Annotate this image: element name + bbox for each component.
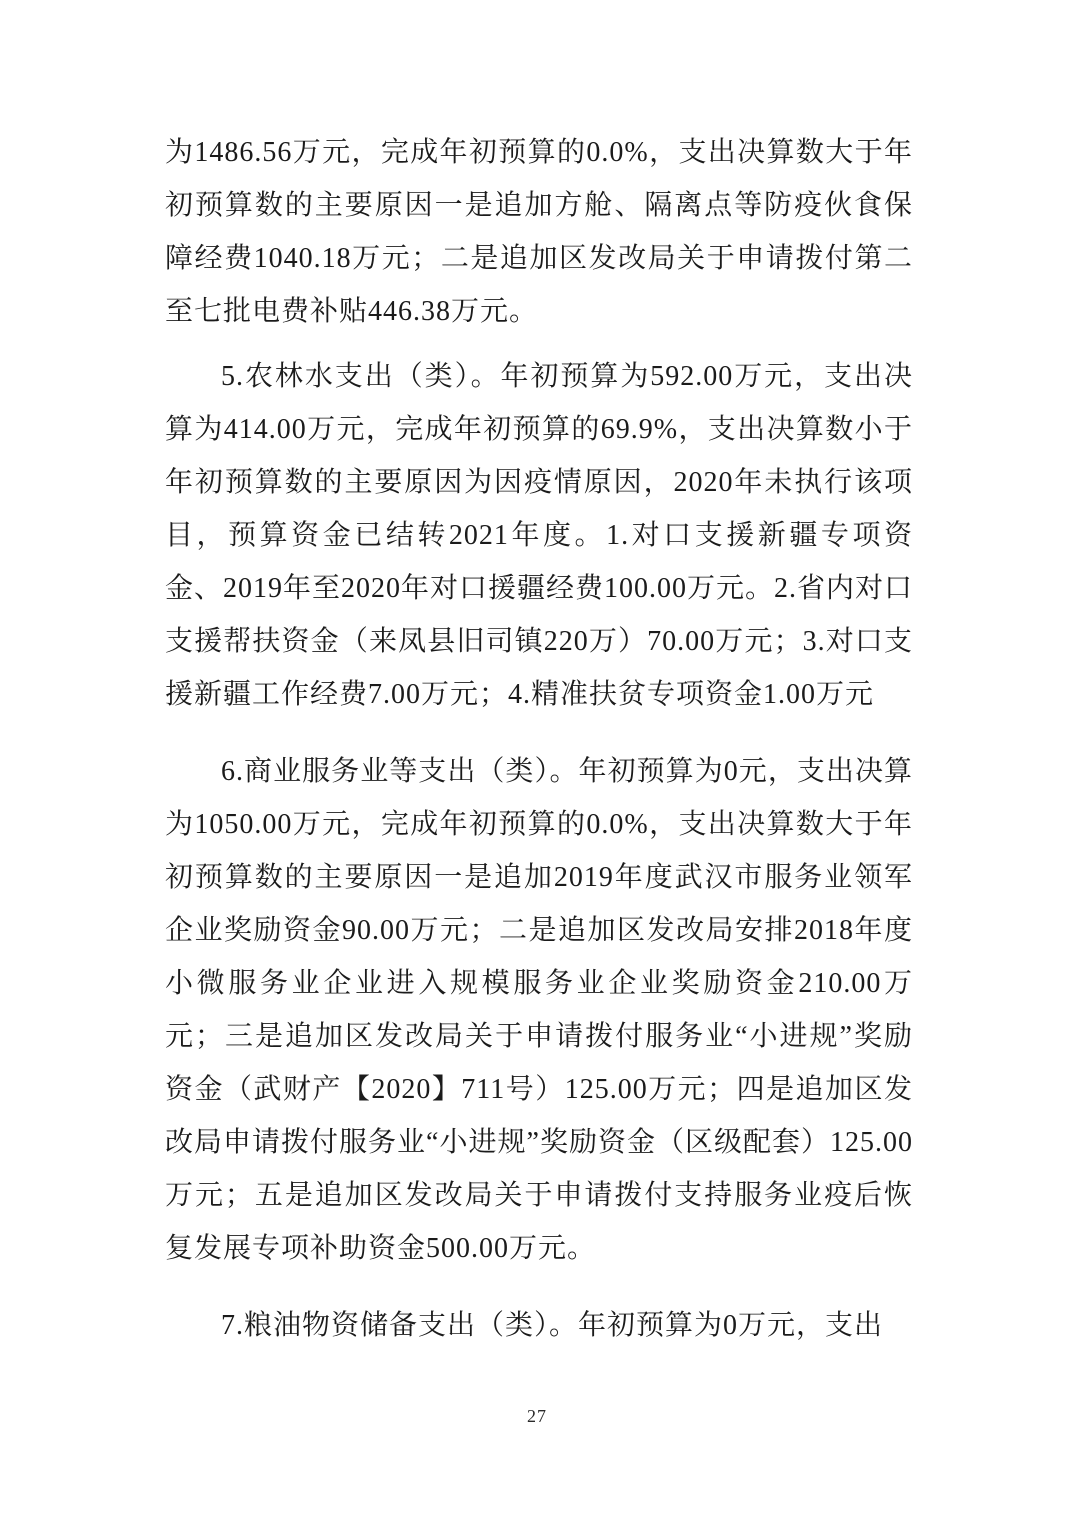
- paragraph-budget-overrun-continuation: 为1486.56万元，完成年初预算的0.0%，支出决算数大于年初预算数的主要原因一是追加方舱、隔离点等防疫伙食保障经费1040.18万元；二是追加区发改局关于申请拨付第二至七批电费补贴446.38万元。: [165, 137, 913, 327]
- document-body: [165, 126, 913, 1352]
- paragraph-item-7-grain-reserves: 7.粮油物资储备支出（类）。年初预算为0万元，支出: [221, 1310, 884, 1341]
- page-number: 27: [527, 1406, 547, 1426]
- paragraph-item-6-commercial-services: 6.商业服务业等支出（类）。年初预算为0元，支出决算为1050.00万元，完成年初预算的0.0%，支出决算数大于年初预算数的主要原因一是追加2019年度武汉市服务业领军企业奖励资金90.00万元；二是追加区发改局安排2018年度小微服务业企业进入规模服务业企业奖励资金210.00万元；三是追加区发改局关于申请拨付服务业“小进规”奖励资金（武财产【2020】711号）125.00万元；四是追加区发改局申请拨付服务业“小进规”奖励资金（区级配套）125.00万元；五是追加区发改局关于申请拨付支持服务业疫后恢复发展专项补助资金500.00万元。: [165, 756, 913, 1264]
- paragraph-item-5-agriculture-forestry-water: 5.农林水支出（类）。年初预算为592.00万元，支出决算为414.00万元，完成年初预算的69.9%，支出决算数小于年初预算数的主要原因为因疫情原因，2020年未执行该项目，预算资金已结转2021年度。1.对口支援新疆专项资金、2019年至2020年对口援疆经费100.00万元。2.省内对口支援帮扶资金（来凤县旧司镇220万）70.00万元；3.对口支援新疆工作经费7.00万元；4.精准扶贫专项资金1.00万元: [165, 361, 914, 710]
